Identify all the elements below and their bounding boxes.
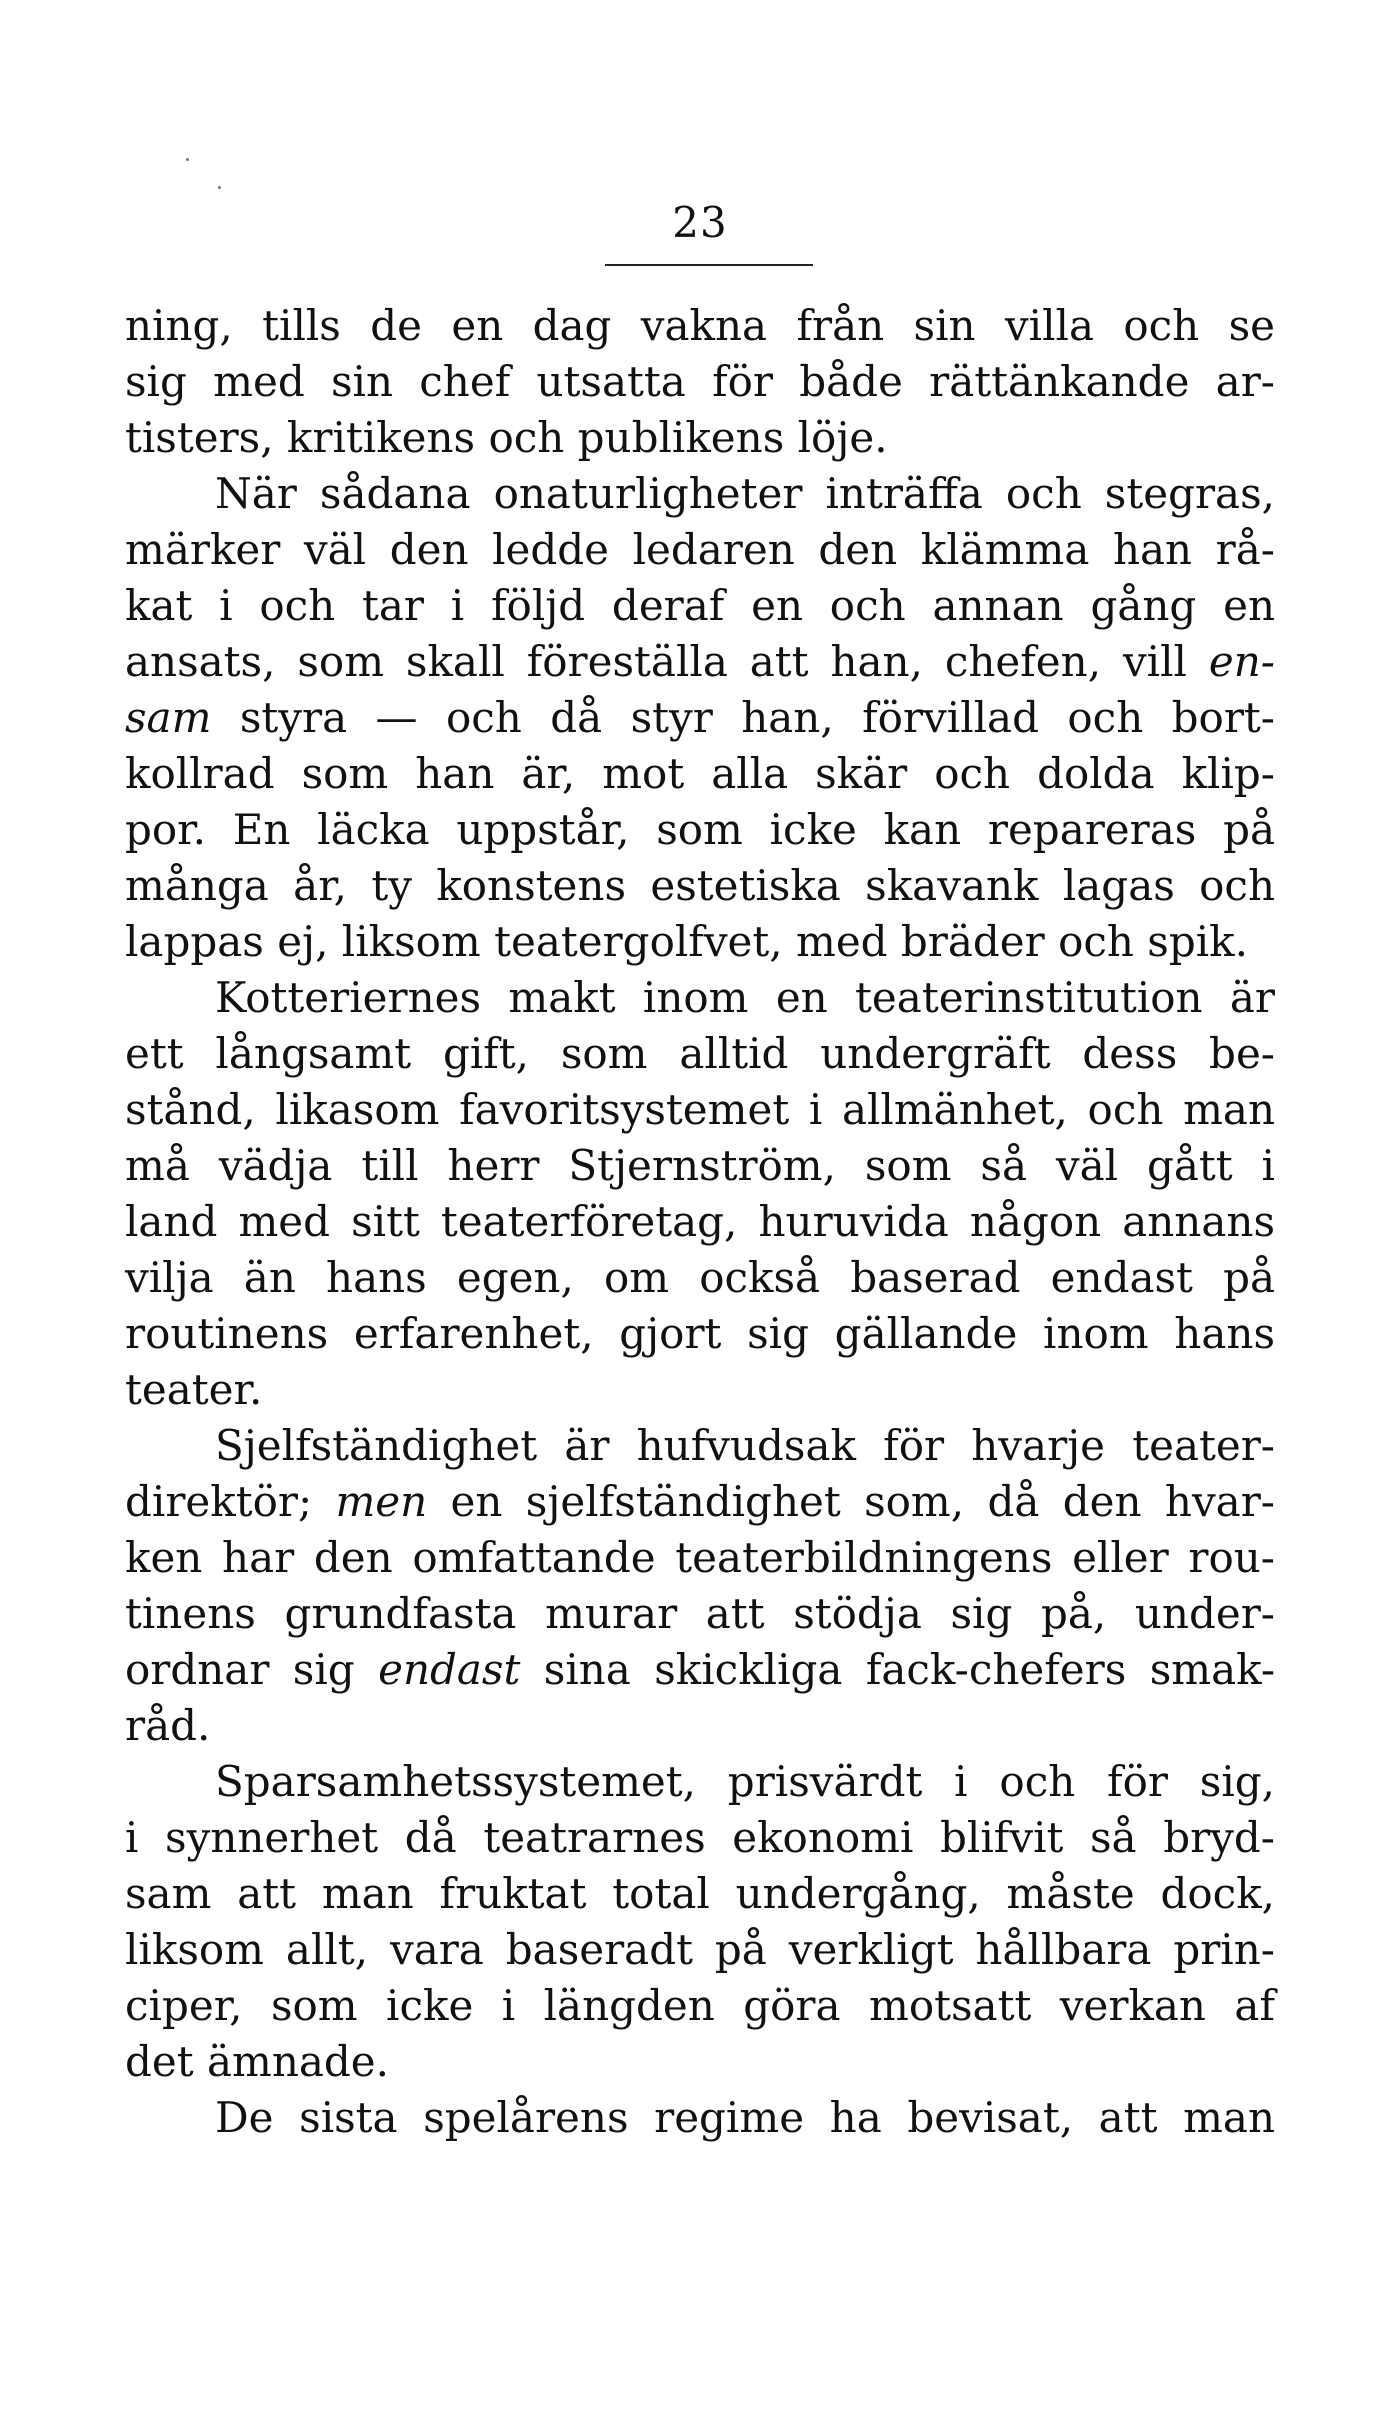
- text-line-21: Sjelfständighet är hufvudsak för hvarje teater-: [215, 1421, 1275, 1470]
- text-line-9: kollrad som han är, mot alla skär och dolda klip-: [125, 749, 1275, 798]
- text-line-10: por. En läcka uppstår, som icke kan repareras på: [125, 805, 1275, 854]
- text-line-22: [125, 1474, 1275, 1530]
- text-line-6: kat i och tar i följd deraf en och annan gång en: [125, 581, 1275, 630]
- text-line-7: [125, 634, 1275, 690]
- text-line-7-main: ansats, som skall föreställa att han, chefen, vill: [125, 637, 1187, 686]
- text-line-13: Kotteriernes makt inom en teaterinstitution är: [215, 973, 1275, 1022]
- text-line-31: ciper, som icke i längden göra motsatt verkan af: [125, 1981, 1275, 2030]
- text-line-15: stånd, likasom favoritsystemet i allmänhet, och man: [125, 1085, 1275, 1134]
- text-line-14: ett långsamt gift, som alltid undergräft dess be-: [125, 1029, 1275, 1078]
- page-number: 23: [672, 198, 728, 247]
- text-line-25-start: ordnar sig: [125, 1645, 355, 1694]
- print-speck: [186, 158, 189, 161]
- text-line-25: [125, 1642, 1275, 1698]
- text-line-24: tinens grundfasta murar att stödja sig på, under-: [125, 1589, 1275, 1638]
- text-line-1: ning, tills de en dag vakna från sin villa och se: [125, 301, 1275, 350]
- text-line-32: det ämnade.: [125, 2037, 390, 2086]
- text-line-4: När sådana onaturligheter inträffa och stegras,: [215, 469, 1275, 518]
- text-line-20: teater.: [125, 1365, 263, 1414]
- text-line-2: sig med sin chef utsatta för både rättänkande ar-: [125, 357, 1275, 406]
- text-line-23: ken har den omfattande teaterbildningens eller rou-: [125, 1533, 1275, 1582]
- text-line-25-rest: sina skickliga fack-chefers smak-: [543, 1645, 1276, 1694]
- text-line-18: vilja än hans egen, om också baserad endast på: [125, 1253, 1275, 1302]
- text-line-30: liksom allt, vara baseradt på verkligt hållbara prin-: [125, 1925, 1275, 1974]
- text-line-22-rest: en sjelfständighet som, då den hvar-: [450, 1477, 1275, 1526]
- text-line-16: må vädja till herr Stjernström, som så väl gått i: [125, 1141, 1275, 1190]
- print-speck: [218, 186, 221, 189]
- text-line-8-rest: styra — och då styr han, förvillad och bort-: [239, 693, 1275, 742]
- text-line-11: många år, ty konstens estetiska skavank lagas och: [125, 861, 1275, 910]
- italic-word-endast: endast: [378, 1645, 521, 1694]
- text-line-8: [125, 690, 1275, 746]
- text-line-27: Sparsamhetssystemet, prisvärdt i och för sig,: [215, 1757, 1275, 1806]
- text-line-19: routinens erfarenhet, gjort sig gällande inom hans: [125, 1309, 1275, 1358]
- italic-word-men: men: [335, 1477, 428, 1526]
- text-line-3: tisters, kritikens och publikens löje.: [125, 413, 888, 462]
- text-line-5: märker väl den ledde ledaren den klämma han rå-: [125, 525, 1275, 574]
- text-line-22-start: direktör;: [125, 1477, 313, 1526]
- italic-word-ensam-part1: en-: [1208, 637, 1275, 686]
- italic-word-ensam-part2: sam: [125, 693, 212, 742]
- text-line-33: De sista spelårens regime ha bevisat, att man: [215, 2093, 1275, 2142]
- text-line-12: lappas ej, liksom teatergolfvet, med bräder och spik.: [125, 917, 1248, 966]
- text-line-17: land med sitt teaterföretag, huruvida någon annans: [125, 1197, 1275, 1246]
- header-rule: [605, 264, 813, 266]
- text-line-29: sam att man fruktat total undergång, måste dock,: [125, 1869, 1275, 1918]
- text-line-26: råd.: [125, 1701, 211, 1750]
- text-line-28: i synnerhet då teatrarnes ekonomi blifvit så bryd-: [125, 1813, 1275, 1862]
